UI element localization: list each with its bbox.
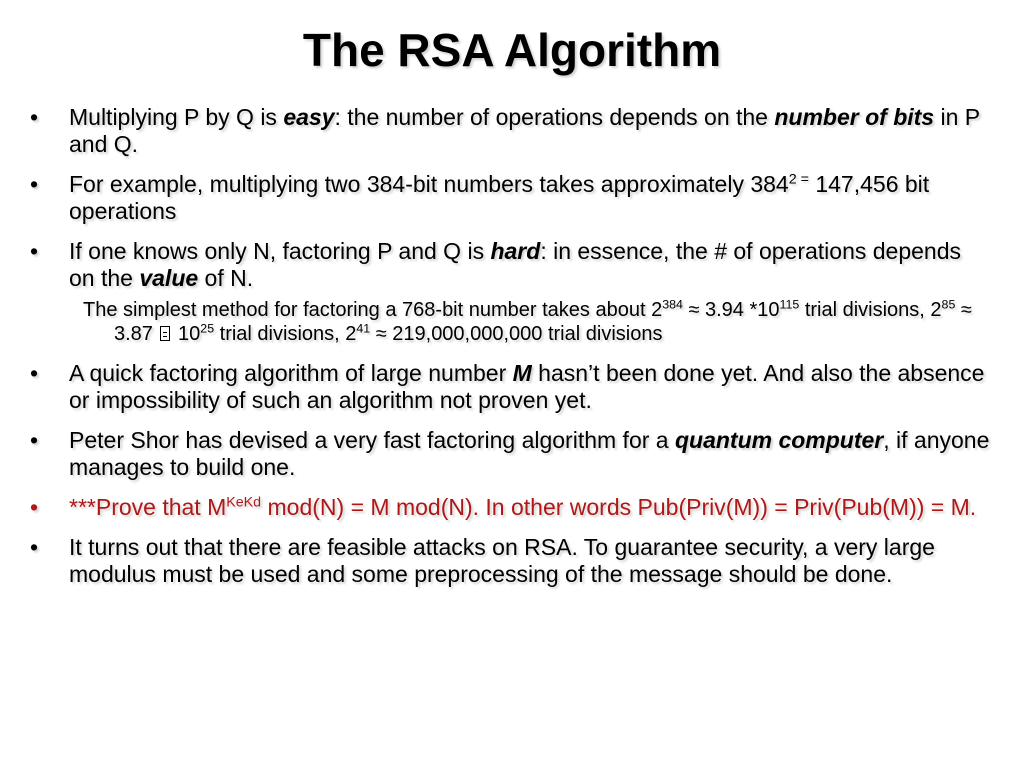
emphasis-hard: hard xyxy=(490,238,541,264)
superscript: KeKd xyxy=(226,494,262,511)
text-span: ***Prove that M xyxy=(69,494,227,520)
text-span: trial divisions, 2 xyxy=(799,299,942,321)
slide-title: The RSA Algorithm xyxy=(302,24,722,76)
text-span: For example, multiplying two 384-bit numbers takes approximately 384 xyxy=(69,171,789,197)
text-span: of N. xyxy=(198,265,254,291)
bullet-dot: • xyxy=(30,360,39,386)
superscript: 384 xyxy=(662,297,683,312)
emphasis-m: M xyxy=(512,360,532,386)
text-span: hasn’t been done yet. And also the absence or impossibility of such an algorithm not proven yet. xyxy=(69,360,985,413)
emphasis-number-of-bits: number of bits xyxy=(774,104,935,130)
bullet-item-peter-shor xyxy=(30,427,990,481)
superscript: 2 xyxy=(788,171,797,188)
text-span: ≈ 3.87 xyxy=(114,299,972,345)
emphasis-value: value xyxy=(139,265,199,291)
text-span: 147,456 bit operations xyxy=(69,171,930,224)
emphasis-easy: easy xyxy=(283,104,335,130)
bullet-item-example xyxy=(30,171,990,225)
text-span: The simplest method for factoring a 768-bit number takes about 2 xyxy=(83,299,663,321)
text-span: ≈ 3.94 *10 xyxy=(682,299,780,321)
bullet-item-prove xyxy=(30,494,990,521)
text-span: Peter Shor has devised a very fast factoring algorithm for a xyxy=(69,427,675,453)
superscript: 41 xyxy=(356,321,371,336)
sub-item-trial-divisions xyxy=(83,298,990,346)
missing-glyph-icon xyxy=(160,326,170,341)
text-span: : the number of operations depends on the xyxy=(334,104,775,130)
bullet-dot: • xyxy=(30,238,39,264)
superscript: = xyxy=(796,171,809,188)
text-span: mod(N) = M mod(N). In other words Pub(Priv(M)) = Priv(Pub(M)) = M. xyxy=(261,494,977,520)
text-span: A quick factoring algorithm of large number xyxy=(69,360,513,386)
bullet-dot: • xyxy=(30,534,39,560)
emphasis-quantum-computer: quantum computer xyxy=(674,427,884,453)
text-span: Multiplying P by Q is xyxy=(69,104,284,130)
bullet-item-multiplying xyxy=(30,104,990,158)
bullet-list xyxy=(30,104,990,601)
text-span: trial divisions, 2 xyxy=(214,323,357,345)
bullet-item-quick-factoring xyxy=(30,360,990,414)
bullet-dot: • xyxy=(30,427,39,453)
text-span: 10 xyxy=(172,323,201,345)
bullet-dot: • xyxy=(30,494,39,520)
superscript: 115 xyxy=(779,297,800,312)
bullet-dot: • xyxy=(30,171,39,197)
superscript: 25 xyxy=(200,321,215,336)
superscript: 85 xyxy=(941,297,956,312)
text-span: : in essence, the # of operations depends on the xyxy=(69,238,961,291)
text-span: , if anyone manages to build one. xyxy=(69,427,990,480)
bullet-item-feasible-attacks xyxy=(30,534,990,588)
text-span: ≈ 219,000,000,000 trial divisions xyxy=(370,323,663,345)
bullet-dot: • xyxy=(30,104,39,130)
text-span: It turns out that there are feasible attacks on RSA. To guarantee security, a very large modulus must be used and some preprocessing of the message should be done. xyxy=(69,534,935,587)
text-span: in P and Q. xyxy=(69,104,980,157)
bullet-item-factoring-hard xyxy=(30,238,990,292)
text-span: If one knows only N, factoring P and Q is xyxy=(69,238,491,264)
